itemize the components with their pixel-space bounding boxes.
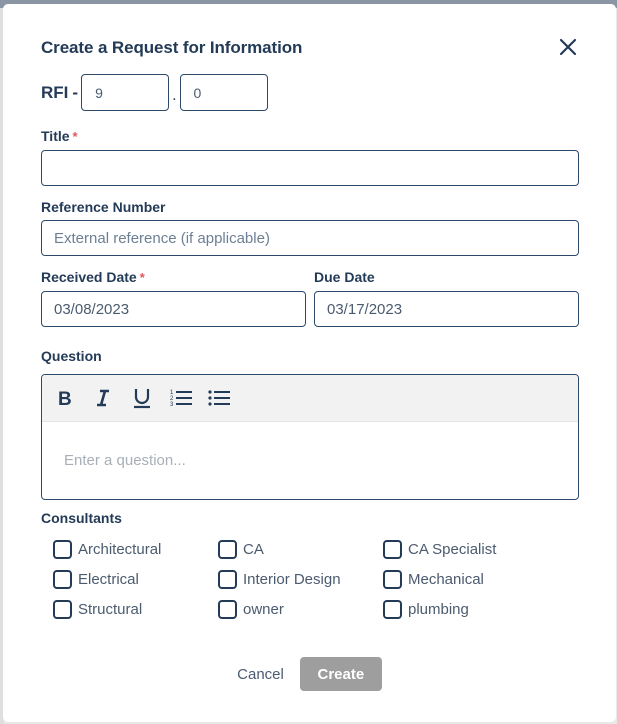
question-label: Question: [41, 348, 102, 364]
title-input[interactable]: [41, 150, 579, 186]
checkbox[interactable]: [53, 540, 72, 559]
rfi-separator: -: [72, 82, 79, 102]
modal-footer: [3, 657, 616, 691]
checkbox-label: Interior Design: [243, 570, 341, 588]
svg-text:1: 1: [170, 390, 174, 396]
checkbox[interactable]: [218, 570, 237, 589]
modal-title: Create a Request for Information: [41, 38, 303, 57]
create-button[interactable]: Create: [300, 657, 382, 691]
cancel-button[interactable]: Cancel: [237, 660, 284, 689]
rfi-label: RFI: [41, 82, 69, 102]
svg-text:B: B: [58, 389, 72, 408]
checkbox[interactable]: [218, 600, 237, 619]
checkbox-label: Electrical: [78, 570, 139, 588]
received-date-label: [41, 269, 145, 285]
close-button[interactable]: [557, 36, 579, 58]
bold-button[interactable]: [56, 383, 94, 413]
svg-text:2: 2: [170, 396, 174, 402]
received-date-label-text: Received Date: [41, 269, 137, 285]
consultants-label: Consultants: [41, 510, 122, 526]
bullet-list-button[interactable]: [208, 383, 246, 413]
title-label: [41, 128, 78, 144]
italic-button[interactable]: [94, 383, 132, 413]
rfi-number-row: [41, 74, 268, 111]
title-label-text: Title: [41, 128, 70, 144]
bold-icon: [56, 388, 74, 408]
consultant-checkbox-interior-design[interactable]: [218, 569, 383, 589]
checkbox[interactable]: [53, 570, 72, 589]
ordered-list-icon: [170, 388, 194, 408]
bullet-list-icon: [208, 388, 232, 408]
checkbox[interactable]: [383, 570, 402, 589]
consultant-checkbox-electrical[interactable]: [53, 569, 218, 589]
received-date-input[interactable]: [41, 291, 306, 327]
required-marker: *: [139, 270, 145, 285]
checkbox-label: Mechanical: [408, 570, 484, 588]
close-icon: [557, 36, 579, 58]
consultant-checkbox-structural[interactable]: [53, 599, 218, 619]
required-marker: *: [72, 129, 78, 144]
question-textarea[interactable]: Enter a question...: [64, 452, 186, 469]
consultant-checkbox-owner[interactable]: [218, 599, 383, 619]
due-date-label: Due Date: [314, 269, 375, 285]
rfi-dot-separator: .: [172, 86, 177, 104]
checkbox-label: Structural: [78, 600, 143, 618]
underline-button[interactable]: [132, 383, 170, 413]
checkbox-label: plumbing: [408, 600, 469, 618]
italic-icon: [94, 388, 112, 408]
consultant-checkbox-mechanical[interactable]: [383, 569, 573, 589]
checkbox[interactable]: [383, 540, 402, 559]
rfi-major-number-input[interactable]: [81, 74, 169, 111]
rfi-minor-number-input[interactable]: [180, 74, 268, 111]
consultant-checkbox-architectural[interactable]: [53, 539, 218, 559]
consultant-checkbox-ca-specialist[interactable]: [383, 539, 573, 559]
consultants-checkbox-group: [53, 539, 573, 619]
svg-text:3: 3: [170, 402, 174, 408]
editor-toolbar: [42, 375, 578, 422]
checkbox-label: Architectural: [78, 540, 162, 558]
checkbox[interactable]: [383, 600, 402, 619]
reference-number-input[interactable]: [41, 220, 579, 256]
checkbox[interactable]: [218, 540, 237, 559]
reference-number-label: Reference Number: [41, 199, 166, 215]
due-date-input[interactable]: [314, 291, 579, 327]
question-editor: [41, 374, 579, 500]
ordered-list-button[interactable]: [170, 383, 208, 413]
create-rfi-modal: [3, 4, 616, 722]
consultant-checkbox-ca[interactable]: [218, 539, 383, 559]
consultant-checkbox-plumbing[interactable]: [383, 599, 573, 619]
checkbox-label: owner: [243, 600, 284, 618]
checkbox[interactable]: [53, 600, 72, 619]
underline-icon: [132, 387, 152, 409]
checkbox-label: CA Specialist: [408, 540, 497, 558]
checkbox-label: CA: [243, 540, 264, 558]
